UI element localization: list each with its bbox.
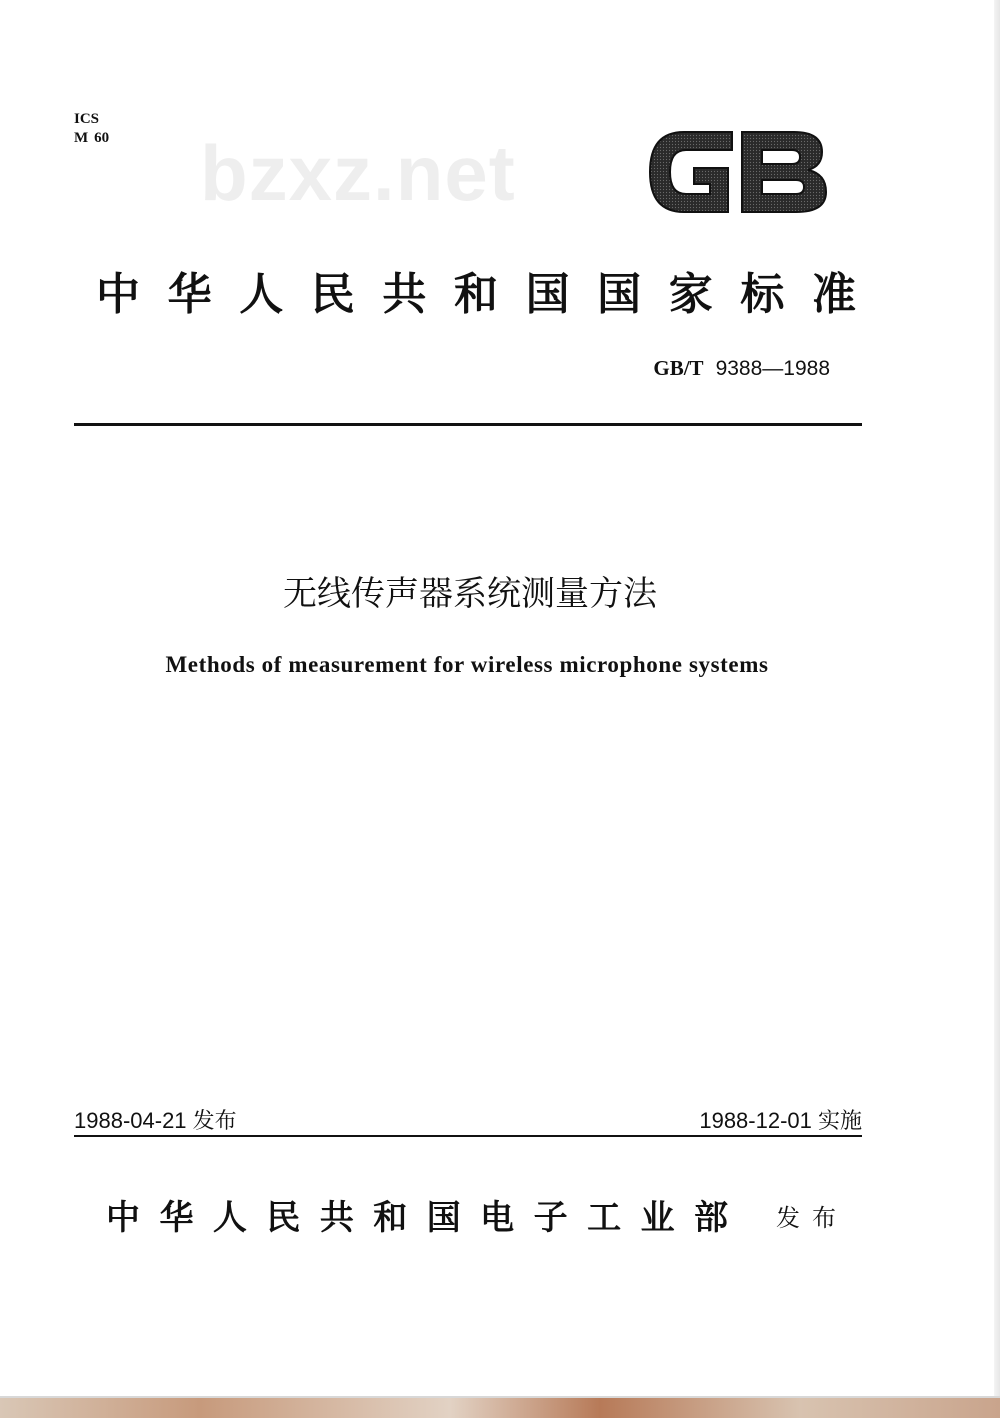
standard-code: 9388—1988 <box>715 357 830 380</box>
ministry-char: 中 <box>106 1198 140 1238</box>
watermark-text: bzxz.net <box>200 129 516 217</box>
classification-number: 60 <box>94 130 110 146</box>
heading-char: 准 <box>811 269 856 320</box>
publish-label: 发布 <box>776 1204 848 1232</box>
document-title-english: Methods of measurement for wireless microphone systems <box>165 652 769 677</box>
top-divider <box>74 423 862 426</box>
ministry-char: 国 <box>426 1198 461 1238</box>
effective-date: 1988-12-01 实施 <box>699 1108 862 1133</box>
ministry-char: 和 <box>373 1198 408 1238</box>
ministry-char: 共 <box>319 1198 354 1238</box>
heading-char: 华 <box>167 269 212 320</box>
ministry-char: 子 <box>533 1198 568 1238</box>
classification-letter: M <box>74 130 89 146</box>
heading-char: 国 <box>525 269 570 320</box>
heading-char: 和 <box>453 269 498 320</box>
heading-char: 中 <box>96 269 140 320</box>
heading-char: 人 <box>239 269 284 320</box>
heading-char: 共 <box>382 269 427 320</box>
ministry-char: 部 <box>693 1198 728 1238</box>
heading-char: 家 <box>668 269 713 320</box>
heading-char: 标 <box>740 269 785 320</box>
ics-classification <box>74 110 115 148</box>
standard-number <box>653 356 830 381</box>
document-title-chinese: 无线传声器系统测量方法 <box>283 574 657 614</box>
ics-label: ICS <box>74 111 100 127</box>
ministry-char: 民 <box>266 1198 301 1238</box>
ministry-char: 业 <box>640 1198 675 1238</box>
page-edge <box>994 0 1000 1400</box>
heading-char: 民 <box>310 269 355 320</box>
issue-date: 1988-04-21 发布 <box>74 1108 237 1133</box>
ministry-char: 人 <box>212 1198 247 1238</box>
national-standard-heading <box>96 258 856 322</box>
gb-logo-icon <box>644 122 830 222</box>
ministry-char: 工 <box>587 1198 622 1238</box>
standard-prefix: GB/T <box>653 356 704 380</box>
ministry-char: 华 <box>159 1198 194 1238</box>
date-row <box>74 1104 862 1135</box>
background-strip <box>0 1398 1000 1418</box>
heading-char: 国 <box>597 269 642 320</box>
ministry-char: 电 <box>480 1198 515 1238</box>
classification-code <box>74 129 115 148</box>
issuing-ministry <box>106 1190 728 1239</box>
bottom-divider <box>74 1135 862 1137</box>
